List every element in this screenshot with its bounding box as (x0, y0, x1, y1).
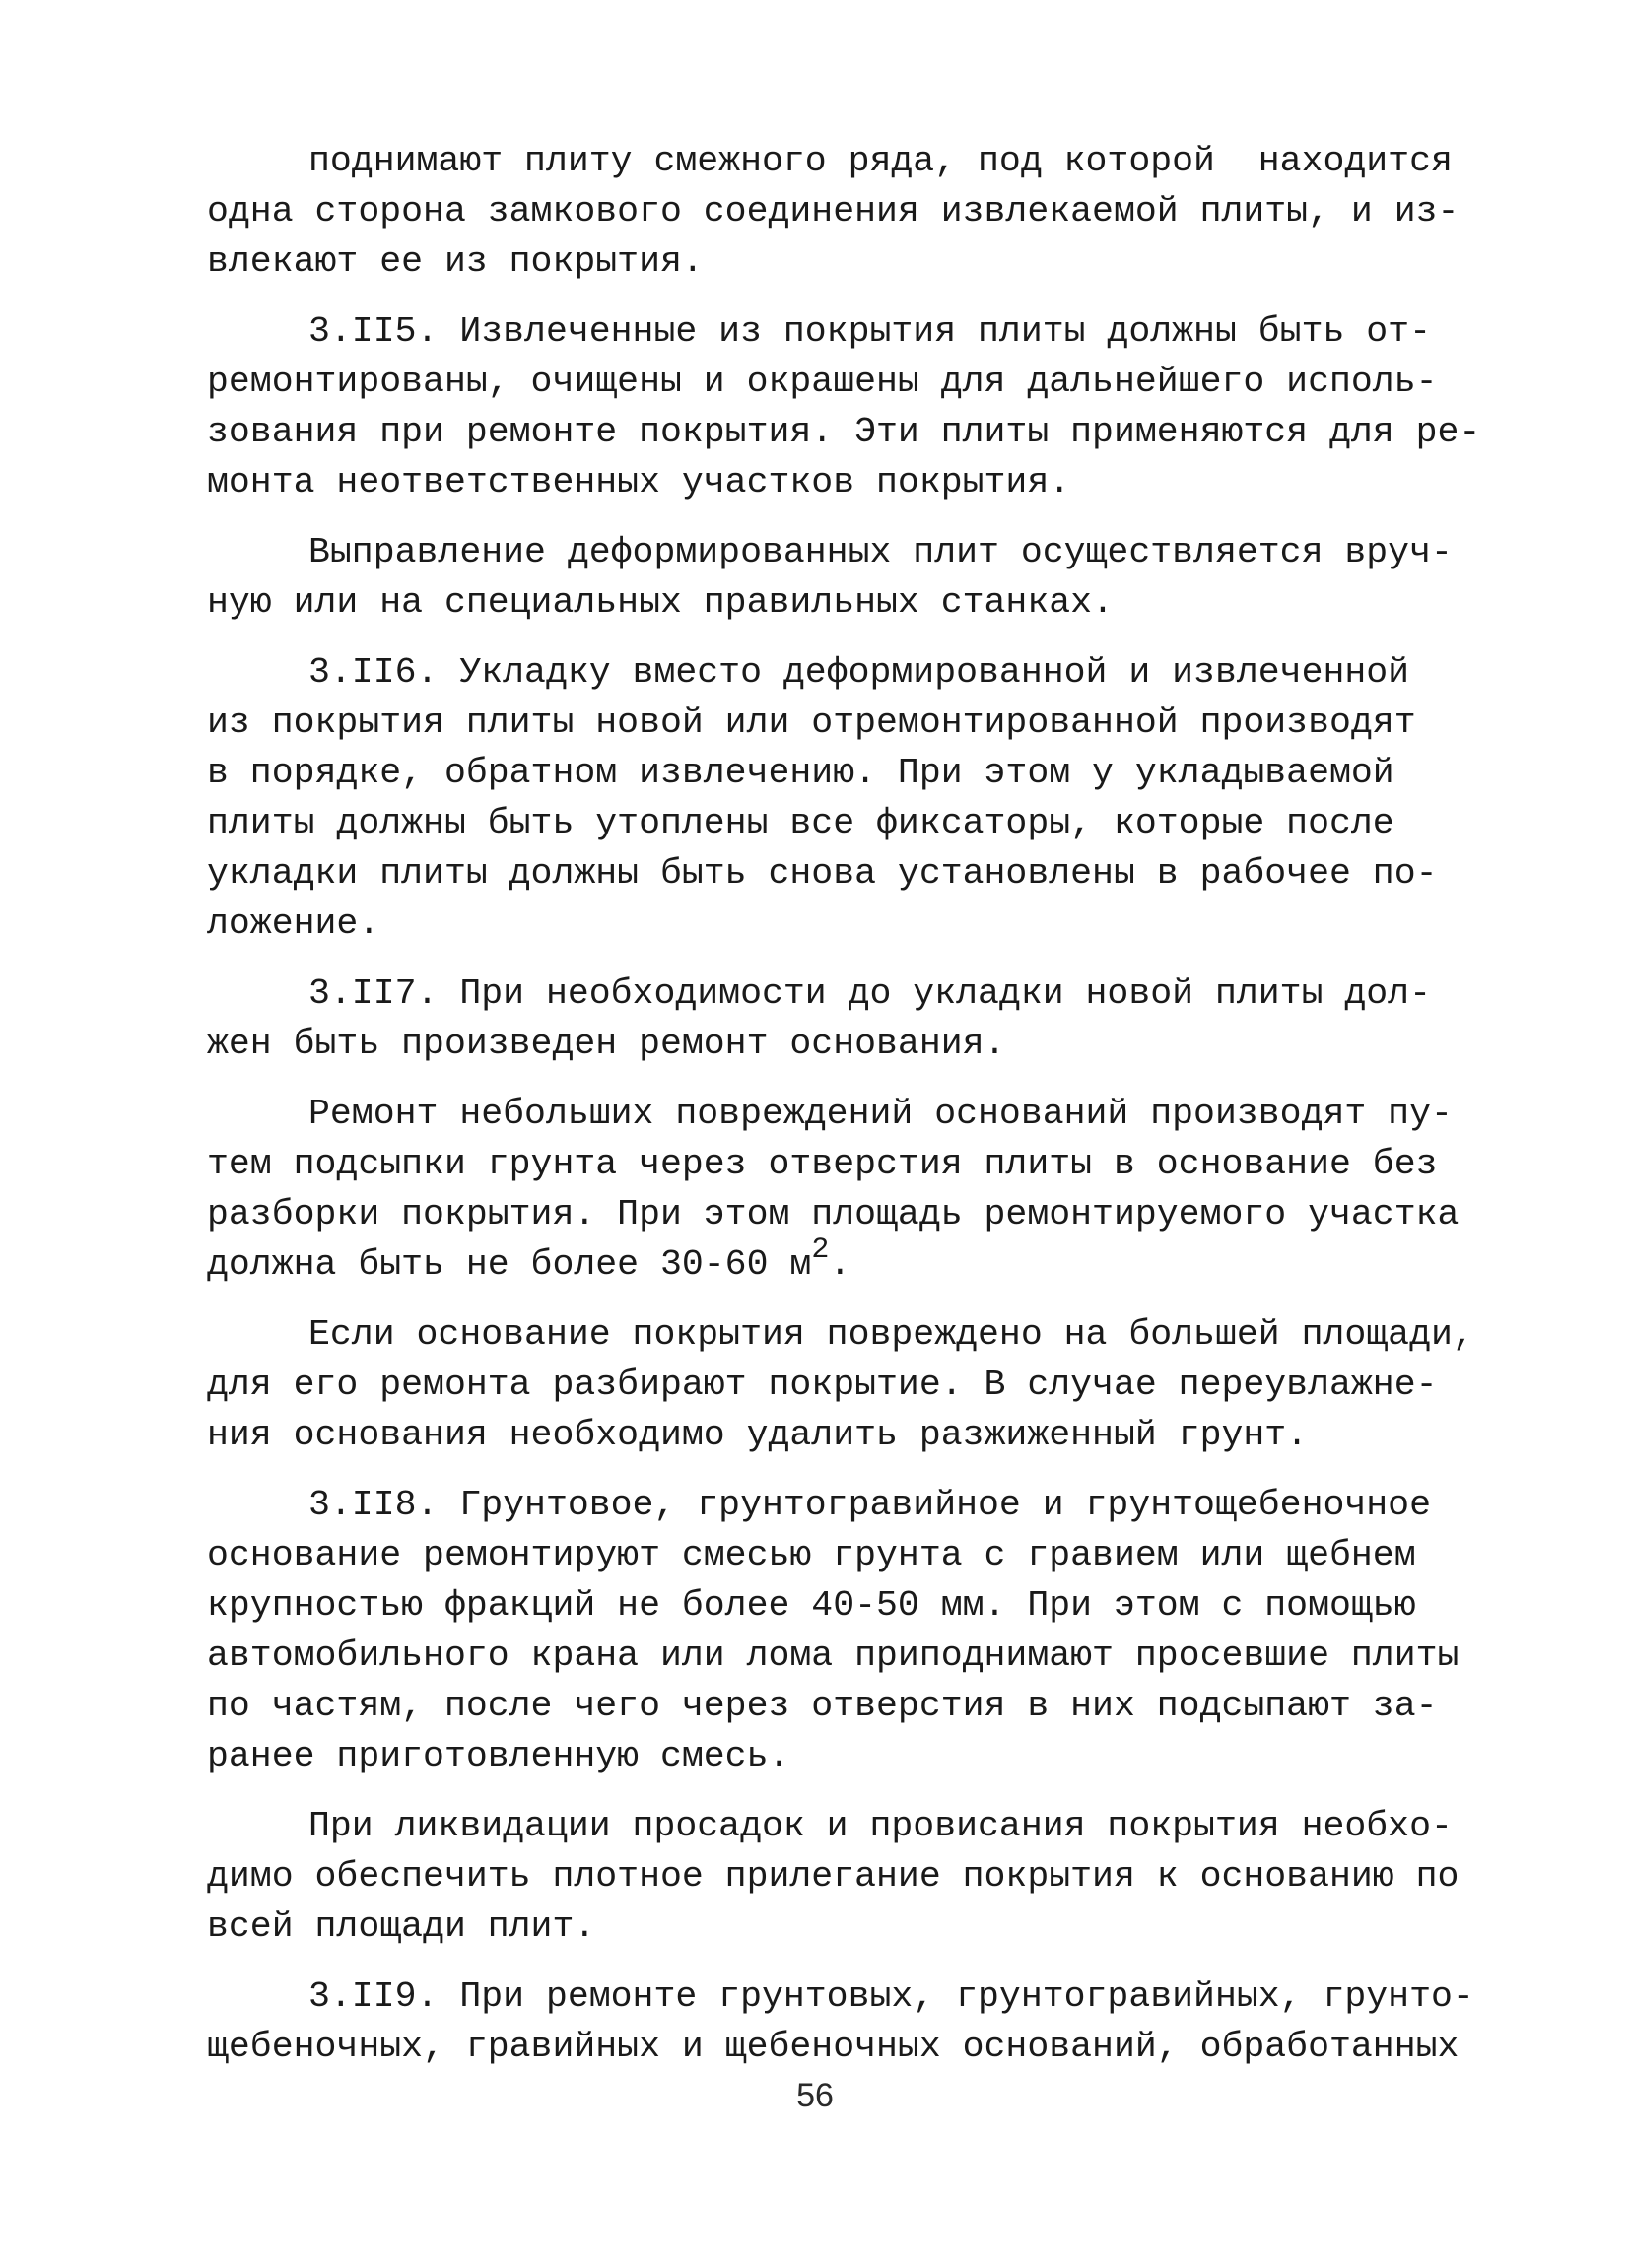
paragraph-3-116 (207, 647, 1438, 949)
text-line: крупностью фракций не более 40-50 мм. При этом с помощью (207, 1585, 1416, 1626)
text-line: Ремонт небольших повреждений оснований производят пу- (308, 1094, 1453, 1134)
text-line: ремонтированы, очищены и окрашены для дальнейшего исполь- (207, 362, 1438, 402)
text-line: Выправление деформированных плит осуществляется вруч- (308, 532, 1453, 572)
text-line: в порядке, обратном извлечению. При этом у укладываемой (207, 753, 1394, 793)
paragraph-3-119 (207, 1971, 1474, 2072)
text-line: тем подсыпки грунта через отверстия плиты в основание без (207, 1144, 1438, 1184)
text-line: При ликвидации просадок и провисания покрытия необхо- (308, 1806, 1453, 1846)
paragraph (207, 1309, 1474, 1460)
text-line: зования при ремонте покрытия. Эти плиты применяются для ре- (207, 412, 1481, 452)
paragraph-3-118 (207, 1480, 1460, 1781)
document-body (207, 136, 1481, 2092)
text-line: одна сторона замкового соединения извлекаемой плиты, и из- (207, 191, 1460, 232)
text-line: основание ремонтируют смесью грунта с гравием или щебнем (207, 1535, 1416, 1575)
text-line: димо обеспечить плотное прилегание покрытия к основанию по (207, 1856, 1460, 1897)
superscript: 2 (811, 1233, 830, 1267)
text-line: монта неответственных участков покрытия. (207, 462, 1071, 502)
paragraph (207, 136, 1460, 287)
text-line: из покрытия плиты новой или отремонтированной производят (207, 702, 1416, 743)
paragraph (207, 1801, 1460, 1952)
paragraph-3-117 (207, 968, 1429, 1069)
text-line: для его ремонта разбирают покрытие. В случае переувлажне- (207, 1365, 1438, 1405)
text-line: автомобильного крана или лома приподнимают просевшие плиты (207, 1635, 1460, 1676)
paragraph (207, 1089, 1460, 1290)
text-fragment: должна быть не более 30-60 м (207, 1244, 812, 1285)
text-line: ную или на специальных правильных станках. (207, 582, 1114, 623)
text-line: ранее приготовленную смесь. (207, 1736, 790, 1776)
text-line: ния основания необходимо удалить разжиженный грунт. (207, 1415, 1309, 1455)
text-line: 3.II9. При ремонте грунтовых, грунтогравийных, грунто- (308, 1976, 1474, 2017)
text-line-with-superscript (207, 1233, 1429, 1290)
text-line: Если основание покрытия повреждено на большей площади, (308, 1314, 1474, 1355)
text-line: плиты должны быть утоплены все фиксаторы, которые после (207, 803, 1394, 843)
text-line: по частям, после чего через отверстия в них подсыпают за- (207, 1686, 1438, 1726)
text-line: 3.II8. Грунтовое, грунтогравийное и грунтощебеночное (308, 1485, 1431, 1525)
paragraph-3-115 (207, 306, 1481, 507)
text-line: всей площади плит. (207, 1906, 596, 1947)
paragraph (207, 527, 1453, 628)
text-line: ложение. (207, 903, 380, 944)
text-line: жен быть произведен ремонт основания. (207, 1024, 1006, 1064)
text-line: разборки покрытия. При этом площадь ремонтируемого участка (207, 1194, 1460, 1234)
page-number: 56 (796, 2077, 834, 2114)
text-line: влекают ее из покрытия. (207, 241, 704, 282)
text-line: укладки плиты должны быть снова установлены в рабочее по- (207, 853, 1438, 894)
text-line: 3.II6. Укладку вместо деформированной и извлеченной (308, 652, 1410, 693)
text-fragment: . (829, 1244, 851, 1285)
text-line: поднимают плиту смежного ряда, под которой находится (308, 141, 1453, 181)
text-line: щебеночных, гравийных и щебеночных оснований, обработанных (207, 2027, 1460, 2067)
text-line: 3.II7. При необходимости до укладки новой плиты дол- (308, 973, 1431, 1014)
text-line: 3.II5. Извлеченные из покрытия плиты должны быть от- (308, 311, 1431, 352)
